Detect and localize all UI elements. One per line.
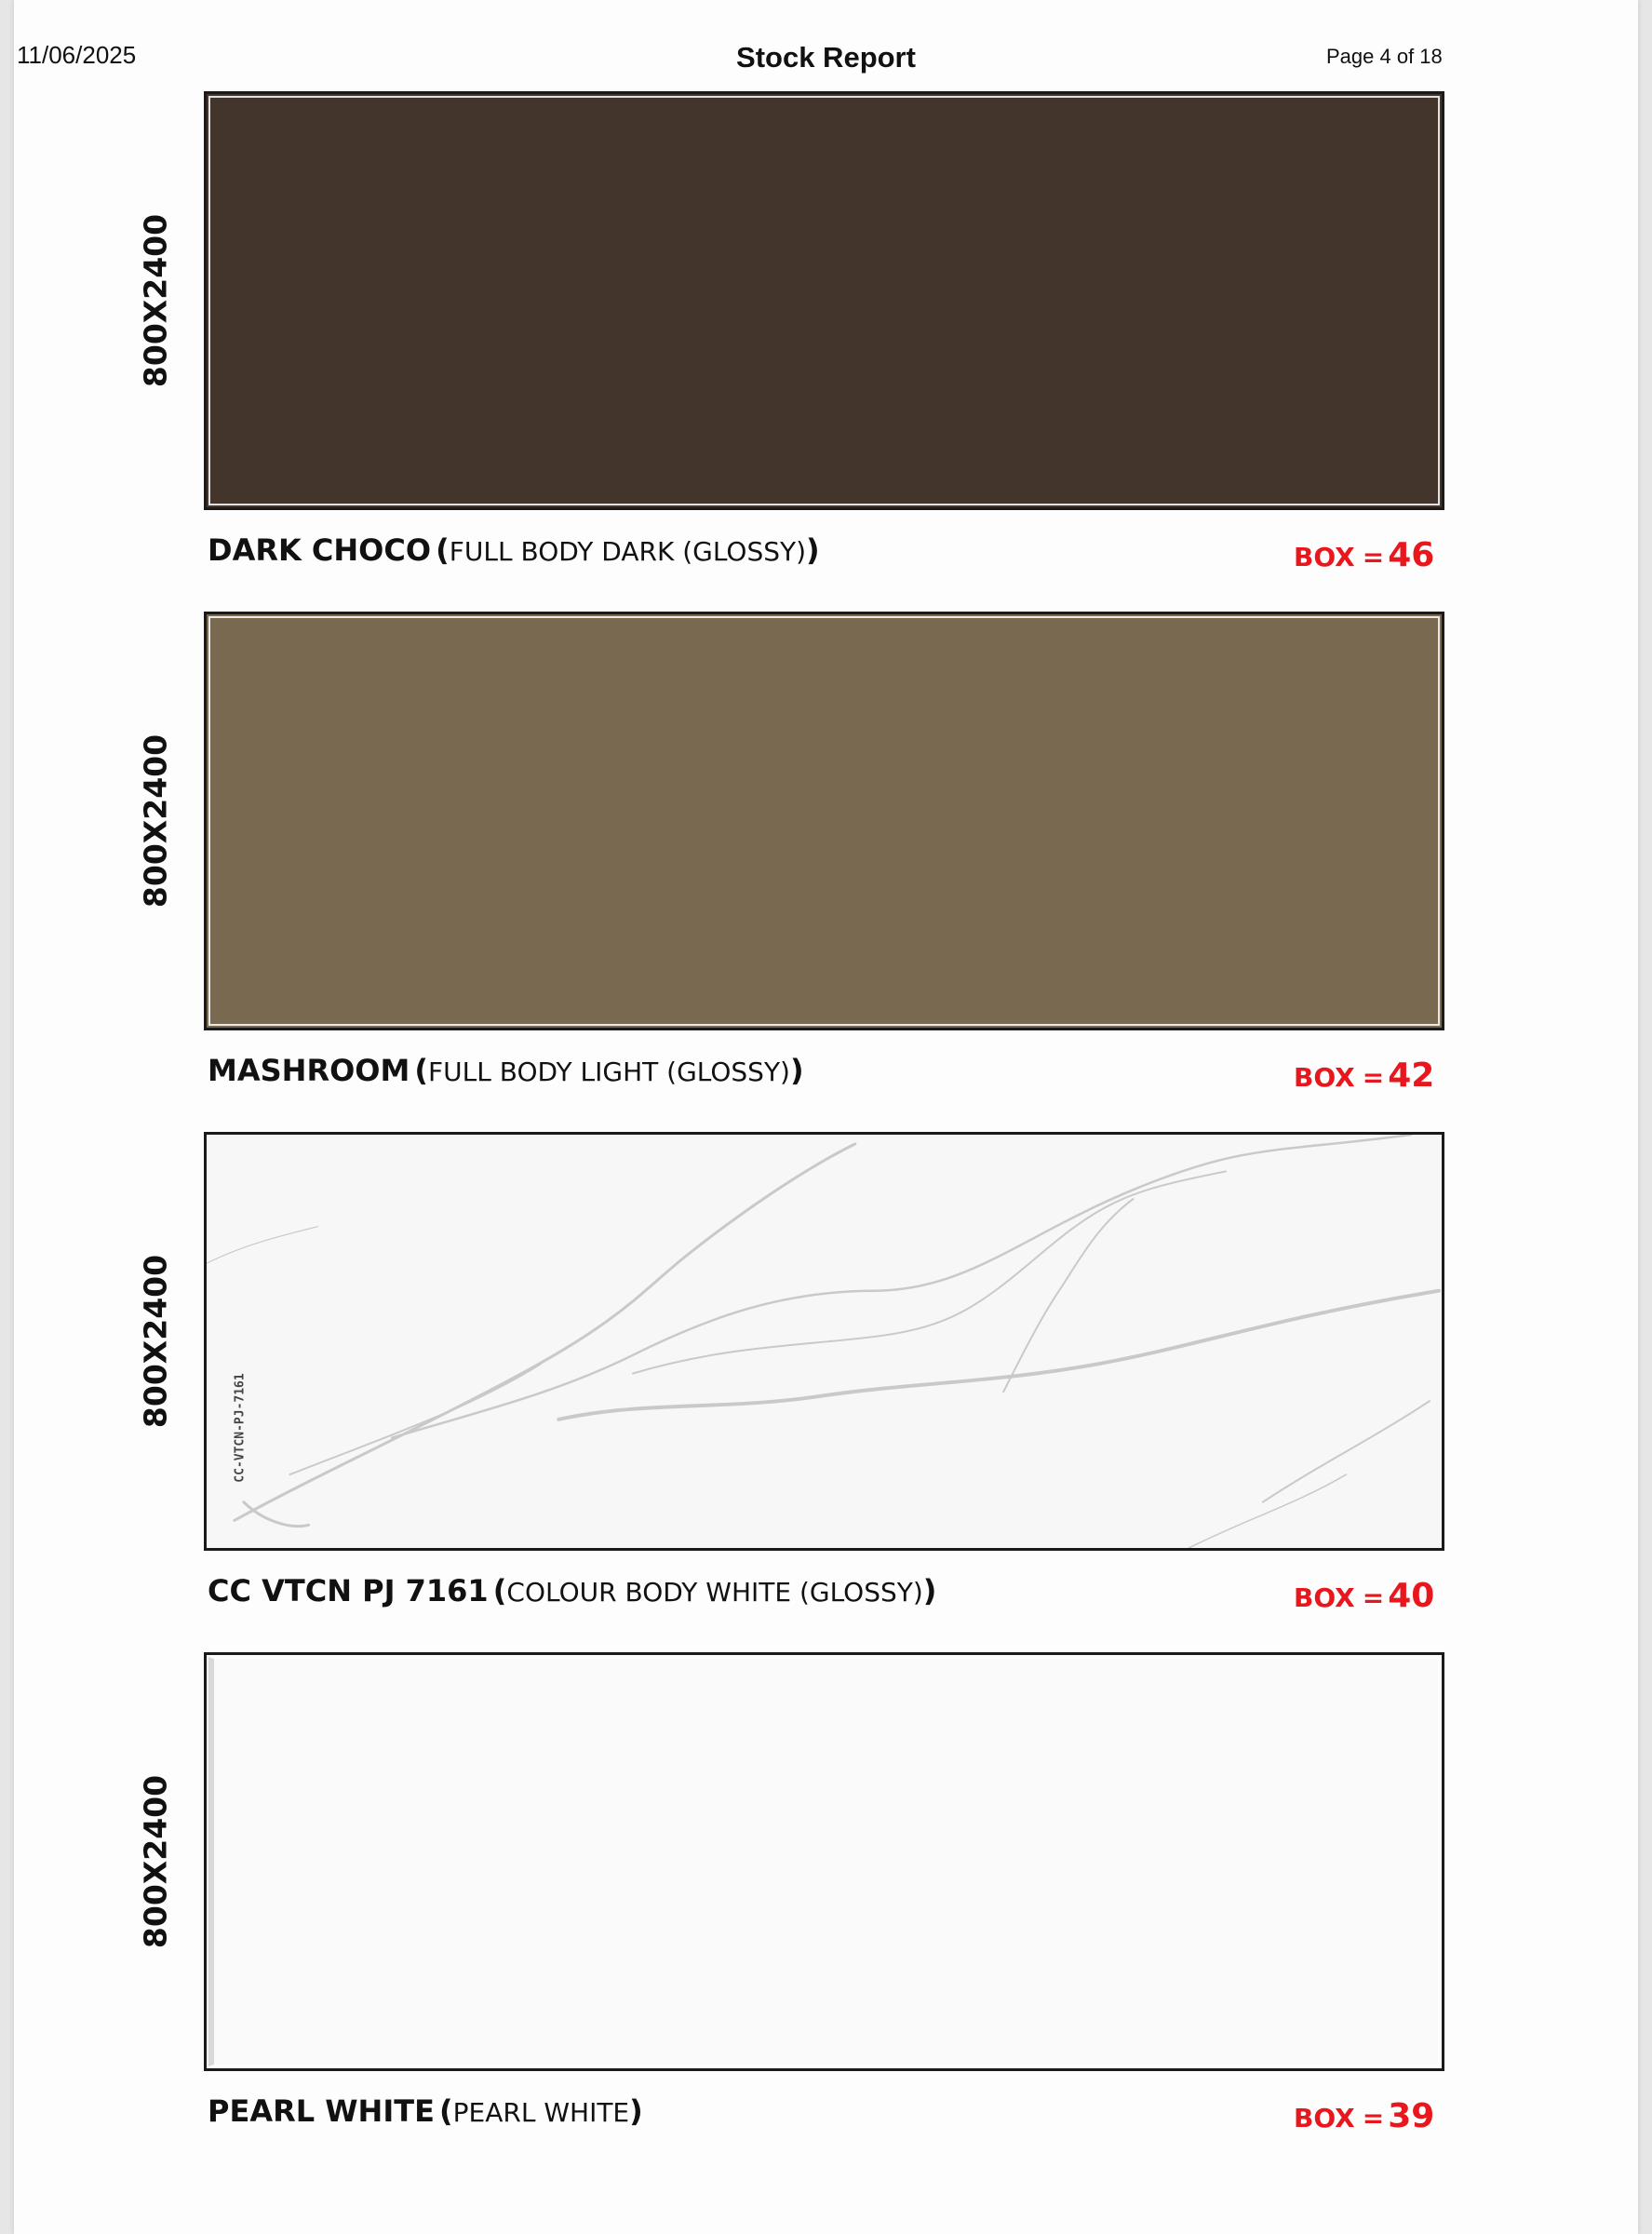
item-name-line: CC VTCN PJ 7161 (COLOUR BODY WHITE (GLOSSY)) bbox=[208, 1573, 937, 1608]
size-label: 800X2400 bbox=[137, 213, 174, 388]
item-name: DARK CHOCO bbox=[208, 532, 432, 568]
tile-swatch bbox=[204, 91, 1444, 510]
tile-swatch bbox=[204, 1652, 1444, 2071]
item-description: PEARL WHITE bbox=[452, 2097, 630, 2128]
box-value: 46 bbox=[1388, 536, 1435, 574]
item-name: PEARL WHITE bbox=[208, 2093, 435, 2129]
item-name-line: DARK CHOCO (FULL BODY DARK (GLOSSY)) bbox=[208, 532, 820, 568]
item-description: COLOUR BODY WHITE (GLOSSY) bbox=[506, 1577, 923, 1608]
item-name-line: MASHROOM (FULL BODY LIGHT (GLOSSY)) bbox=[208, 1053, 804, 1088]
report-title: Stock Report bbox=[736, 41, 916, 74]
box-label: BOX bbox=[1294, 1582, 1355, 1613]
tile-swatch bbox=[204, 612, 1444, 1030]
marble-veins bbox=[207, 1135, 1442, 1548]
box-count: BOX = 40 bbox=[1294, 1577, 1435, 1615]
stock-item-cc-vtcn-pj-7161 bbox=[14, 1132, 1638, 1653]
size-label: 800X2400 bbox=[137, 1774, 174, 1949]
box-label: BOX bbox=[1294, 1062, 1355, 1093]
box-label: BOX bbox=[1294, 2103, 1355, 2133]
item-description: FULL BODY DARK (GLOSSY) bbox=[449, 536, 807, 567]
item-description: FULL BODY LIGHT (GLOSSY) bbox=[428, 1056, 790, 1087]
box-label: BOX bbox=[1294, 542, 1355, 572]
box-count: BOX = 42 bbox=[1294, 1056, 1435, 1095]
box-count: BOX = 46 bbox=[1294, 536, 1435, 574]
box-value: 39 bbox=[1388, 2097, 1435, 2135]
report-page bbox=[14, 0, 1638, 2234]
size-label: 800X2400 bbox=[137, 733, 174, 908]
box-value: 40 bbox=[1388, 1577, 1435, 1615]
report-date: 11/06/2025 bbox=[17, 41, 137, 69]
tile-back-print: CC-VTCN-PJ-7161 bbox=[233, 1373, 248, 1483]
stock-item-pearl-white bbox=[14, 1652, 1638, 2173]
box-count: BOX = 39 bbox=[1294, 2097, 1435, 2135]
stock-item-mashroom bbox=[14, 612, 1638, 1133]
item-name: MASHROOM bbox=[208, 1053, 410, 1088]
tile-swatch-marble bbox=[204, 1132, 1444, 1551]
size-label: 800X2400 bbox=[137, 1254, 174, 1429]
box-value: 42 bbox=[1388, 1056, 1435, 1095]
item-name-line: PEARL WHITE (PEARL WHITE) bbox=[208, 2093, 643, 2129]
item-name: CC VTCN PJ 7161 bbox=[208, 1573, 489, 1608]
stock-item-dark-choco bbox=[14, 91, 1638, 612]
page-number: Page 4 of 18 bbox=[1326, 45, 1443, 68]
